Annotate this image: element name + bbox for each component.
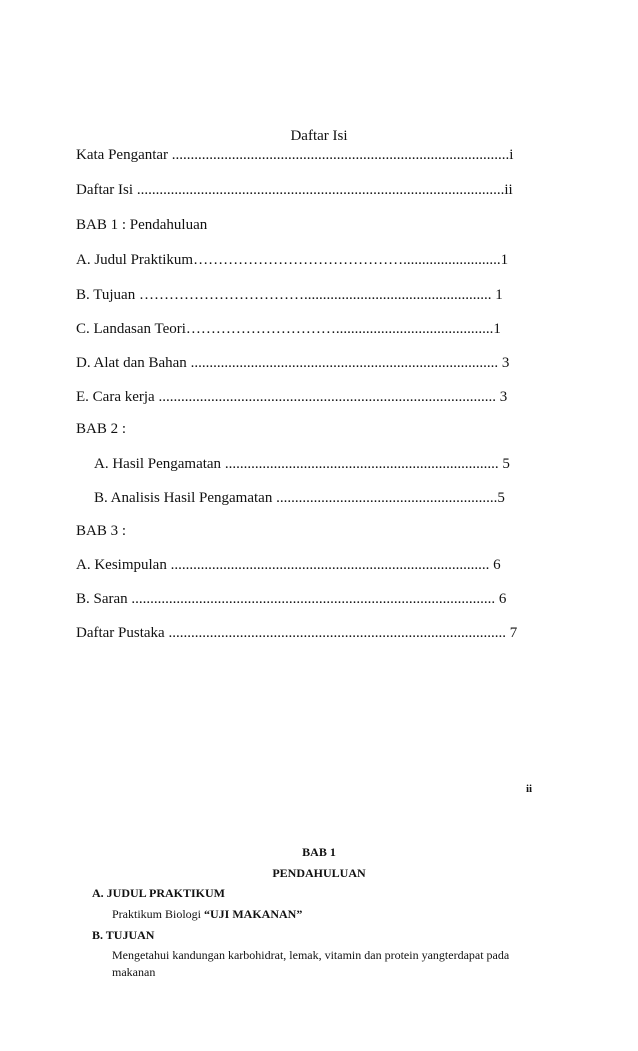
toc-entry-leader: .......................................................................................... [154,389,496,405]
toc-entry [76,522,376,540]
toc-entry-page: 6 [495,591,507,607]
toc-entry-label: BAB 3 : [76,523,127,539]
toc-entry [76,624,526,642]
toc-entry [76,354,510,372]
toc-entry-page: 1 [500,252,509,268]
toc-entry [76,590,526,608]
toc-entry [76,556,526,574]
toc-entry-page: 1 [493,321,501,337]
toc-entry-label: B. Saran [76,591,128,607]
toc-entry-page: 1 [491,287,503,303]
toc-entry-leader: ………………………….......................................... [185,321,494,337]
chapter-number: BAB 1 [302,845,336,859]
section-a-heading: A. JUDUL PRAKTIKUM [92,886,226,900]
toc-entry-page: ii [504,182,513,198]
toc-entry-page: 7 [505,625,518,641]
toc-entry-leader: .......................................................................................... [168,147,510,163]
toc-entry-label: Daftar Isi [76,182,134,198]
toc-entry-label: B. Tujuan [76,287,136,303]
section-a-text [112,907,302,922]
toc-entry-leader: .......................................................................................... [164,625,506,641]
toc-entry-label: Daftar Pustaka [76,625,165,641]
toc-entry-label: E. Cara kerja [76,389,155,405]
toc-entry-label: C. Landasan Teori [76,321,186,337]
chapter-title: PENDAHULUAN [272,866,366,880]
section-b-line-1: Mengetahui kandungan karbohidrat, lemak, vitamin dan protein yangterdapat pada [112,948,510,962]
section-b-heading: B. TUJUAN [92,928,155,942]
toc-entry-leader: .................................................................................................. [133,182,505,198]
toc-entry-page: 5 [498,456,510,472]
toc-entry-leader: ................................................................................................. [127,591,496,607]
toc-entry [76,388,508,406]
toc-entry [76,146,514,164]
toc-entry-label: BAB 1 : Pendahuluan [76,217,208,233]
toc-entry-page: i [509,147,514,163]
section-b-line-2: makanan [112,965,156,979]
toc-entry-leader: …………………………………….......................... [193,252,501,268]
toc-entry-page: 3 [498,355,510,371]
toc-entry [76,320,501,338]
toc-entry-label: B. Analisis Hasil Pengamatan [94,490,273,506]
section-a-text-bold: “UJI MAKANAN” [204,907,303,921]
toc-entry-label: BAB 2 : [76,421,127,437]
page-number: ii [526,783,533,795]
toc-entry-label: Kata Pengantar [76,147,169,163]
toc-entry-label: A. Kesimpulan [76,557,167,573]
toc-entry-label: A. Judul Praktikum [76,252,194,268]
toc-entry-leader: ........................................................... [272,490,498,506]
toc-entry [94,455,510,473]
toc-entry-page: 5 [497,490,505,506]
toc-entry-label: D. Alat dan Bahan [76,355,187,371]
toc-entry-leader: .................................................................................. [186,355,499,371]
toc-entry [76,216,376,234]
toc-entry [76,181,513,199]
toc-title: Daftar Isi [290,128,348,144]
toc-entry-label: A. Hasil Pengamatan [94,456,222,472]
section-a-text-prefix: Praktikum Biologi [112,907,205,921]
toc-entry-page: 3 [495,389,508,405]
toc-entry-leader: …………………………….................................................. [135,287,492,303]
toc-entry-page: 6 [489,557,501,573]
toc-entry-leader: ..................................................................................... [166,557,490,573]
toc-entry-leader: ......................................................................... [221,456,499,472]
toc-entry [76,251,509,269]
toc-entry [94,489,504,507]
toc-entry [76,420,376,438]
toc-entry [76,286,503,304]
